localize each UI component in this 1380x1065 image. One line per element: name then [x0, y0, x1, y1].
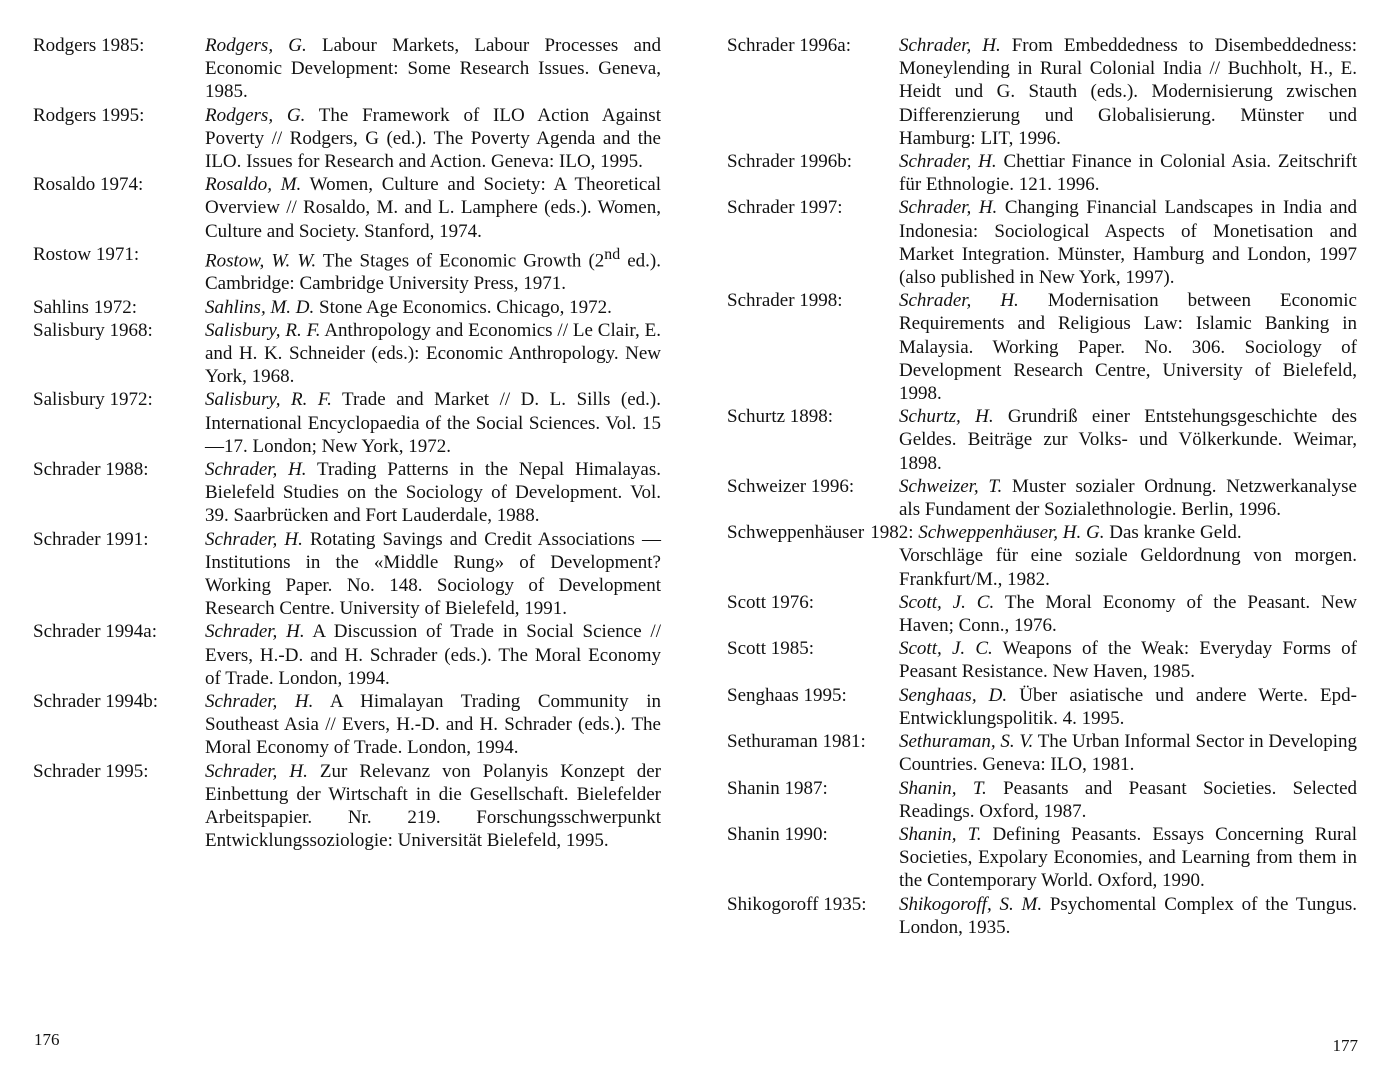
reference-author: Sethuraman, S. V.	[899, 731, 1034, 753]
reference-title: Women, Culture and Society: A Theoretical Overview // Rosaldo, M. and L. Lamphere (eds.). Women, Culture and Society. Stanford, 1974.	[205, 174, 661, 242]
reference-title: The Stages of Economic Growth (2	[316, 250, 605, 272]
reference-entry	[33, 388, 661, 458]
reference-text	[899, 34, 1357, 150]
reference-title: A Himalayan Trading Community in Southeast Asia // Evers, H.-D. and H. Schrader (eds.). The Moral Economy of Trade. London, 1994.	[205, 691, 661, 759]
reference-text	[205, 760, 661, 853]
reference-author: Rodgers, G.	[205, 104, 306, 126]
reference-key: Schrader 1991:	[33, 528, 149, 550]
reference-title: Trade and Market // D. L. Sills (ed.). International Encyclopaedia of the Social Sciences. Vol. 15—17. London; New York, 1972.	[205, 389, 661, 457]
reference-text	[205, 690, 661, 760]
reference-title: Chettiar Finance in Colonial Asia. Zeitschrift für Ethnologie. 121. 1996.	[899, 151, 1357, 196]
right-page	[690, 0, 1380, 1065]
reference-title: Über asiatische und andere Werte. Epd- Entwicklungspolitik. 4. 1995.	[899, 684, 1357, 729]
reference-title: Weapons of the Weak: Everyday Forms of Peasant Resistance. New Haven, 1985.	[899, 638, 1357, 683]
reference-entry	[727, 521, 1357, 544]
reference-text	[899, 196, 1357, 289]
reference-key: Schrader 1997:	[727, 197, 843, 219]
reference-text	[899, 289, 1357, 405]
reference-author: Salisbury, R. F.	[205, 389, 332, 411]
reference-title: Zur Relevanz von Polanyis Konzept der Einbettung der Wirtschaft in die Gesellschaft. Bielefelder Arbeitspapier. Nr. 219. Forschungsschwerpunkt Entwicklungssoziologie: Universität Bielefeld, 1995.	[205, 760, 661, 852]
reference-entry	[727, 777, 1357, 823]
reference-entry	[33, 690, 661, 760]
reference-author: Schrader, H.	[205, 760, 308, 782]
reference-text	[899, 405, 1357, 475]
reference-entry	[33, 104, 661, 174]
reference-entry	[33, 620, 661, 690]
reference-entry	[727, 893, 1357, 939]
reference-key: Scott 1985:	[727, 638, 815, 660]
reference-text	[899, 150, 1357, 196]
reference-author: Schrader, H.	[899, 197, 998, 219]
reference-author: Schweizer, T.	[899, 475, 1003, 497]
reference-entry	[727, 823, 1357, 893]
reference-year-prefix: 1982:	[870, 522, 919, 544]
reference-text	[205, 528, 661, 621]
reference-title-continued: Vorschläge für eine soziale Geldordnung von morgen. Frankfurt/M., 1982.	[899, 545, 1357, 590]
reference-entry	[33, 296, 661, 319]
reference-entry	[727, 730, 1357, 776]
reference-author: Shanin, T.	[899, 823, 982, 845]
reference-author: Schrader, H.	[205, 621, 305, 643]
reference-title: Labour Markets, Labour Processes and Economic Development: Some Research Issues. Geneva, 1985.	[205, 35, 661, 103]
reference-author: Schrader, H.	[899, 151, 997, 173]
reference-key: Schrader 1994b:	[33, 691, 159, 713]
reference-title: The Moral Economy of the Peasant. New Haven; Conn., 1976.	[899, 591, 1357, 637]
reference-author: Shikogoroff, S. M.	[899, 893, 1043, 915]
reference-list	[727, 34, 1357, 939]
reference-list	[33, 34, 661, 852]
reference-author: Senghaas, D.	[899, 684, 1008, 706]
reference-title: A Discussion of Trade in Social Science // Evers, H.-D. and H. Schrader (eds.). The Moral Economy of Trade. London, 1994.	[205, 621, 661, 689]
superscript: nd	[604, 245, 621, 263]
reference-author: Shanin, T.	[899, 777, 987, 799]
reference-entry	[727, 637, 1357, 683]
reference-key: Schrader 1988:	[33, 458, 149, 480]
reference-author: Schurtz, H.	[899, 406, 994, 428]
reference-title: Rotating Savings and Credit Associations — Institutions in the «Middle Rung» of Development? Working Paper. No. 148. Sociology of Development Research Centre. University of Bielefeld, 1991.	[205, 528, 661, 620]
reference-key: Schrader 1996b:	[727, 151, 853, 173]
reference-title: Anthropology and Economics // Le Clair, E. and H. K. Schneider (eds.): Economic Anthropology. New York, 1968.	[205, 319, 661, 388]
reference-entry	[727, 684, 1357, 730]
reference-author: Schrader, H.	[205, 528, 303, 550]
reference-title: Trading Patterns in the Nepal Himalayas. Bielefeld Studies on the Sociology of Development. Vol. 39. Saarbrücken and Fort Lauderdale, 1988.	[205, 458, 661, 527]
reference-entry-continuation	[727, 544, 1357, 590]
reference-title: From Embeddedness to Disembeddedness: Moneylending in Rural Colonial India // Buchholt, H., E. Heidt und G. Stauth (eds.). Modernisierung zwischen Differenzierung und Globalisierung. Münster und Hamburg: LIT, 1996.	[899, 35, 1357, 149]
reference-entry	[727, 591, 1357, 637]
reference-text	[205, 458, 661, 528]
reference-title-continued: ed.). Cambridge: Cambridge University Press, 1971.	[205, 250, 661, 295]
reference-author: Rodgers, G.	[205, 35, 307, 56]
reference-key: Scott 1976:	[727, 591, 815, 613]
reference-entry	[33, 173, 661, 243]
reference-author: Schweppenhäuser, H. G.	[918, 522, 1105, 544]
reference-title: Das kranke Geld.	[1104, 522, 1242, 544]
reference-title: Changing Financial Landscapes in India and Indonesia: Sociological Aspects of Monetisation and Market Integration. Münster, Hamburg and London, 1997 (also published in New York, 1997).	[899, 197, 1357, 289]
reference-author: Schrader, H.	[899, 35, 1001, 56]
reference-entry	[727, 34, 1357, 150]
reference-author: Scott, J. C.	[899, 638, 993, 660]
reference-text	[205, 388, 661, 458]
reference-key: Rodgers 1995:	[33, 104, 145, 126]
reference-key: Schweizer 1996:	[727, 475, 855, 497]
reference-key: Schrader 1994a:	[33, 621, 157, 643]
reference-title: Stone Age Economics. Chicago, 1972.	[314, 296, 612, 318]
reference-entry	[33, 528, 661, 621]
reference-entry	[727, 289, 1357, 405]
reference-text	[205, 243, 661, 296]
reference-text	[205, 173, 661, 243]
reference-author: Rostow, W. W.	[205, 250, 317, 272]
reference-title: Grundriß einer Entstehungsgeschichte des Geldes. Beiträge zur Volks- und Völkerkunde. Weimar, 1898.	[899, 406, 1357, 474]
reference-text	[205, 34, 661, 104]
reference-key: Schurtz 1898:	[727, 406, 834, 428]
reference-entry	[33, 458, 661, 528]
reference-title: Modernisation between Economic Requirements and Religious Law: Islamic Banking in Malaysia. Working Paper. No. 306. Sociology of Development Research Centre, University of Bielefeld, 1998.	[899, 290, 1357, 405]
reference-author: Rosaldo, M.	[205, 174, 302, 196]
reference-key: Sahlins 1972:	[33, 296, 137, 318]
reference-key: Schrader 1998:	[727, 290, 843, 312]
page-number: 177	[1332, 1036, 1358, 1055]
reference-author: Schrader, H.	[205, 691, 314, 713]
reference-title: The Urban Informal Sector in Developing Countries. Geneva: ILO, 1981.	[899, 731, 1357, 776]
reference-key: Shikogoroff 1935:	[727, 893, 867, 915]
reference-text	[899, 777, 1357, 823]
reference-key: Salisbury 1972:	[33, 389, 153, 411]
reference-entry	[33, 243, 661, 296]
reference-author: Schrader, H.	[899, 290, 1019, 312]
reference-author: Sahlins, M. D.	[205, 296, 315, 318]
reference-text	[205, 620, 661, 690]
reference-text	[899, 823, 1357, 893]
reference-text	[205, 104, 661, 174]
reference-author: Salisbury, R. F.	[205, 319, 321, 341]
reference-text	[899, 475, 1357, 521]
reference-entry	[33, 760, 661, 853]
page-number: 176	[34, 1030, 60, 1049]
reference-entry	[727, 475, 1357, 521]
reference-entry	[727, 196, 1357, 289]
reference-title: Defining Peasants. Essays Concerning Rural Societies, Expolary Economies, and Learning from them in the Contemporary World. Oxford, 1990.	[899, 823, 1357, 892]
reference-entry	[727, 150, 1357, 196]
reference-title: Peasants and Peasant Societies. Selected Readings. Oxford, 1987.	[899, 777, 1358, 822]
reference-author: Schrader, H.	[205, 458, 307, 480]
reference-title: Muster sozialer Ordnung. Netzwerkanalyse als Fundament der Sozialethnologie. Berlin, 1996.	[899, 475, 1357, 521]
reference-key: Rosaldo 1974:	[33, 174, 144, 196]
reference-text	[205, 296, 661, 319]
reference-title: The Framework of ILO Action Against Poverty // Rodgers, G (ed.). The Poverty Agenda and the ILO. Issues for Research and Action. Geneva: ILO, 1995.	[205, 104, 661, 173]
reference-text	[205, 319, 661, 389]
reference-text	[899, 730, 1357, 776]
reference-text	[899, 637, 1357, 683]
reference-key: Salisbury 1968:	[33, 319, 153, 341]
reference-key: Sethuraman 1981:	[727, 731, 866, 753]
reference-key: Schweppenhäuser	[727, 522, 865, 544]
reference-author: Scott, J. C.	[899, 591, 995, 613]
reference-title: Psychomental Complex of the Tungus. London, 1935.	[899, 893, 1357, 938]
reference-text	[864, 521, 1357, 544]
reference-text	[899, 684, 1357, 730]
reference-key: Shanin 1987:	[727, 777, 828, 799]
reference-entry	[33, 319, 661, 389]
reference-text	[899, 893, 1357, 939]
reference-entry	[33, 34, 661, 104]
reference-entry	[727, 405, 1357, 475]
reference-key: Rostow 1971:	[33, 243, 140, 265]
reference-text	[899, 591, 1357, 637]
reference-key: Rodgers 1985:	[33, 35, 145, 56]
reference-key: Senghaas 1995:	[727, 684, 847, 706]
reference-key: Schrader 1996a:	[727, 35, 851, 56]
reference-key: Schrader 1995:	[33, 760, 149, 782]
reference-key: Shanin 1990:	[727, 823, 828, 845]
